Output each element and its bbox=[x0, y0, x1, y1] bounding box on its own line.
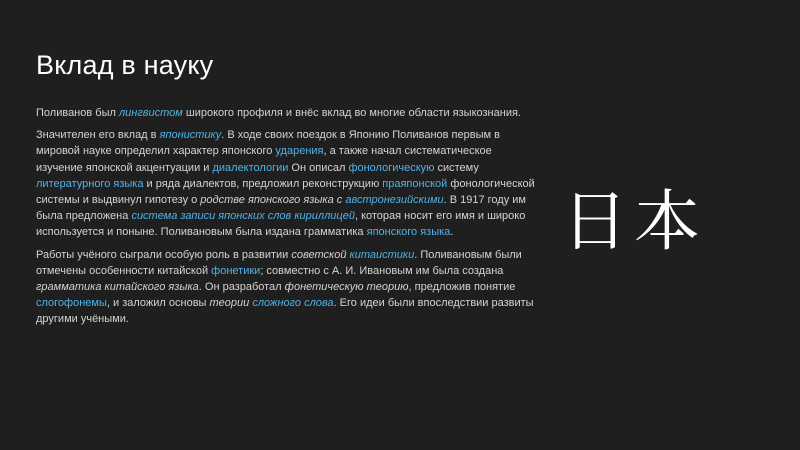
text-run: родстве японского языка с bbox=[200, 194, 346, 207]
hyperlink[interactable]: сложного слова bbox=[252, 297, 334, 310]
text-run: Поливанов был bbox=[36, 107, 119, 119]
paragraph-2 bbox=[36, 127, 541, 240]
text-run: широкого профиля и внёс вклад во многие области языкознания. bbox=[182, 107, 521, 119]
hyperlink[interactable]: слогофонемы bbox=[36, 297, 107, 310]
text-run: ; совместно с А. И. Ивановым им была создана bbox=[260, 264, 504, 277]
text-run: Значителен его вклад в bbox=[36, 129, 160, 142]
hyperlink[interactable]: система записи японских слов кириллицей bbox=[131, 210, 355, 223]
hyperlink[interactable]: китаистики bbox=[349, 248, 415, 261]
paragraph-1 bbox=[36, 105, 541, 121]
hyperlink[interactable]: японского языка bbox=[366, 226, 451, 239]
text-run: , которая носит его имя и широко используется и поныне. Поливановым была издана грамматика bbox=[36, 210, 526, 239]
hyperlink[interactable]: лингвистом bbox=[118, 107, 183, 119]
hyperlink[interactable]: японистику bbox=[159, 129, 222, 142]
text-run: . Он разработал bbox=[198, 281, 285, 294]
text-run: . В ходе своих поездок в Японию Поливанов первым в мировой науке определил характер японского bbox=[36, 129, 500, 158]
text-run: Работы учёного сыграли особую роль в развитии bbox=[36, 248, 292, 261]
text-run: фонологической системы и выдвинул гипотезу о bbox=[36, 177, 535, 207]
text-run: систему bbox=[434, 161, 479, 174]
text-run: советской bbox=[291, 248, 350, 261]
hyperlink[interactable]: австронезийскими bbox=[345, 194, 444, 207]
text-run: . bbox=[450, 226, 454, 239]
text-run: фонетическую теорию bbox=[284, 281, 409, 294]
hyperlink[interactable]: фонологическую bbox=[348, 161, 435, 174]
hyperlink[interactable]: ударения bbox=[275, 145, 324, 158]
text-run: , и заложил основы bbox=[106, 297, 210, 310]
hyperlink[interactable]: диалектологии bbox=[212, 161, 289, 174]
text-run: теории bbox=[209, 297, 253, 310]
text-run: . В 1917 году им была предложена bbox=[36, 194, 526, 223]
article-body bbox=[36, 105, 541, 334]
hyperlink[interactable]: фонетики bbox=[211, 264, 261, 277]
paragraph-3 bbox=[36, 247, 541, 328]
text-run: Он описал bbox=[288, 161, 349, 174]
text-run: , предложив понятие bbox=[408, 281, 516, 294]
text-run: . Поливановым были отмечены особенности китайской bbox=[36, 248, 522, 277]
hyperlink[interactable]: литературного языка bbox=[36, 177, 144, 190]
text-run: грамматика китайского языка bbox=[36, 281, 199, 294]
page-title: Вклад в науку bbox=[36, 50, 214, 80]
text-run: . Его идеи были впоследствии развиты другими учёными. bbox=[36, 297, 534, 326]
hyperlink[interactable]: праяпонской bbox=[382, 177, 448, 190]
kanji-nihon: 日本 bbox=[562, 183, 706, 260]
text-run: и ряда диалектов, предложил реконструкцию bbox=[143, 177, 383, 190]
text-run: , а также начал систематическое изучение японской акцентуации и bbox=[36, 145, 492, 174]
